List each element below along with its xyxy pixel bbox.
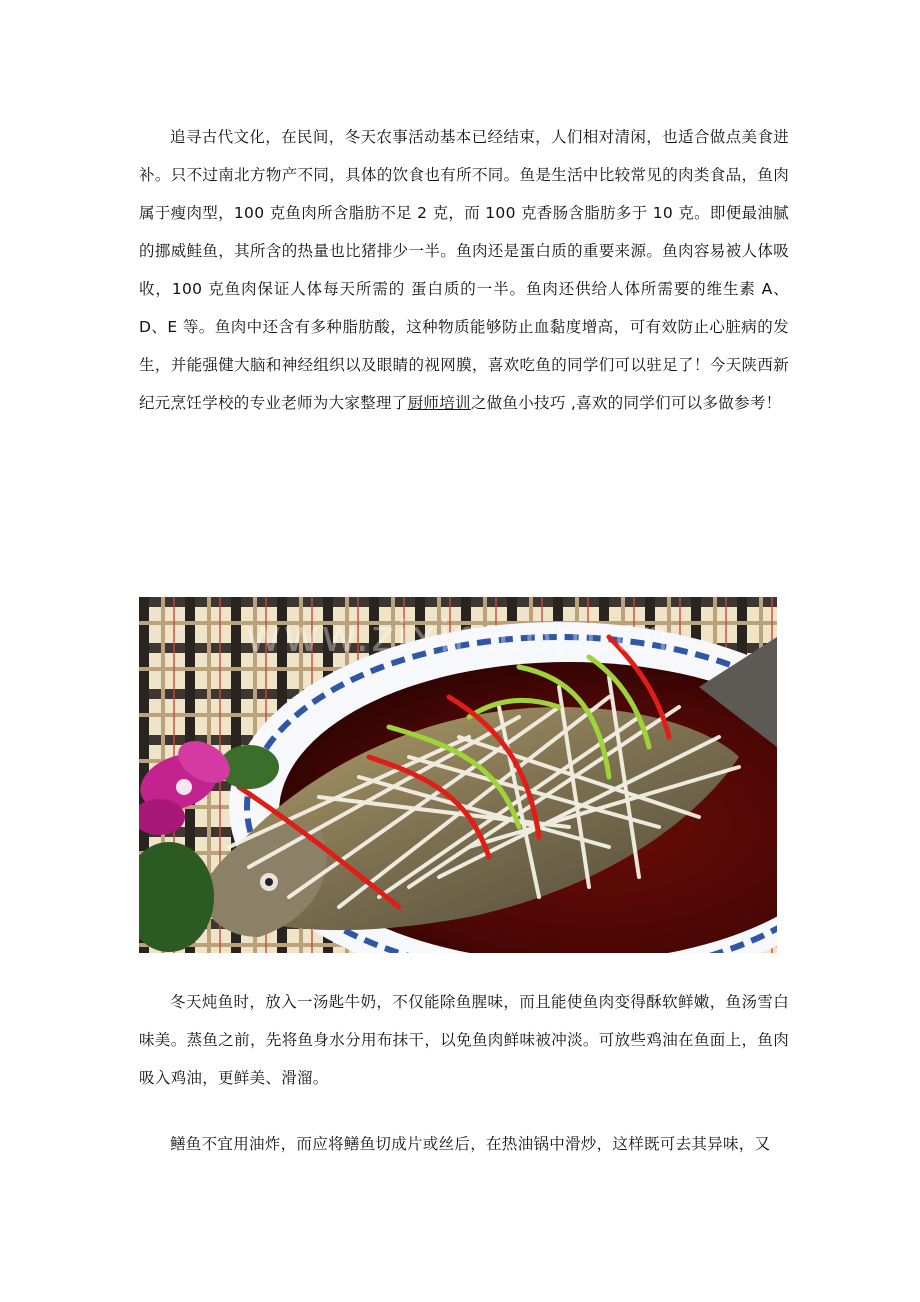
- eel-tips-paragraph: 鳝鱼不宜用油炸，而应将鳝鱼切成片或丝后，在热油锅中滑炒，这样既可去其异味，又: [170, 1135, 771, 1153]
- chef-training-link[interactable]: 厨师培训: [407, 394, 471, 412]
- intro-paragraph: [139, 118, 789, 422]
- stewing-tips-paragraph: 冬天炖鱼时，放入一汤匙牛奶，不仅能除鱼腥味，而且能使鱼肉变得酥软鲜嫩，鱼汤雪白味美。蒸鱼之前，先将鱼身水分用布抹干，以免鱼肉鲜味被冲淡。可放些鸡油在鱼面上，鱼肉吸入鸡油，更鲜美、滑溜。: [139, 993, 789, 1087]
- intro-text-end: 之做鱼小技巧 ,喜欢的同学们可以多做参考！: [470, 394, 782, 412]
- intro-text: 追寻古代文化，在民间，冬天农事活动基本已经结束，人们相对清闲，也适合做点美食进补。只不过南北方物产不同，具体的饮食也有所不同。鱼是生活中比较常见的肉类食品，鱼肉属于瘦肉型，100 克鱼肉所含脂肪不足 2 克，而 100 克香肠含脂肪多于 10 克。即便最油腻的挪威鲑鱼，其所含的热量也比猪排少一半。鱼肉还是蛋白质的重要来源。鱼肉容易被人体吸收，100 克鱼肉保证人体每天所需的 蛋白质的一半。鱼肉还供给人体所需要的维生素 A、D、E 等。鱼肉中还含有多种脂肪酸，这种物质能够防止血黏度增高，可有效防止心脏病的发生，并能强健大脑和神经组织以及眼睛的视网膜，喜欢吃鱼的同学们可以驻足了！今天陕西新纪元烹饪学校的专业老师为大家整理了: [139, 128, 789, 412]
- photo-watermark: www.zixin.com.cn: [245, 611, 671, 662]
- steamed-fish-photo: [139, 597, 777, 953]
